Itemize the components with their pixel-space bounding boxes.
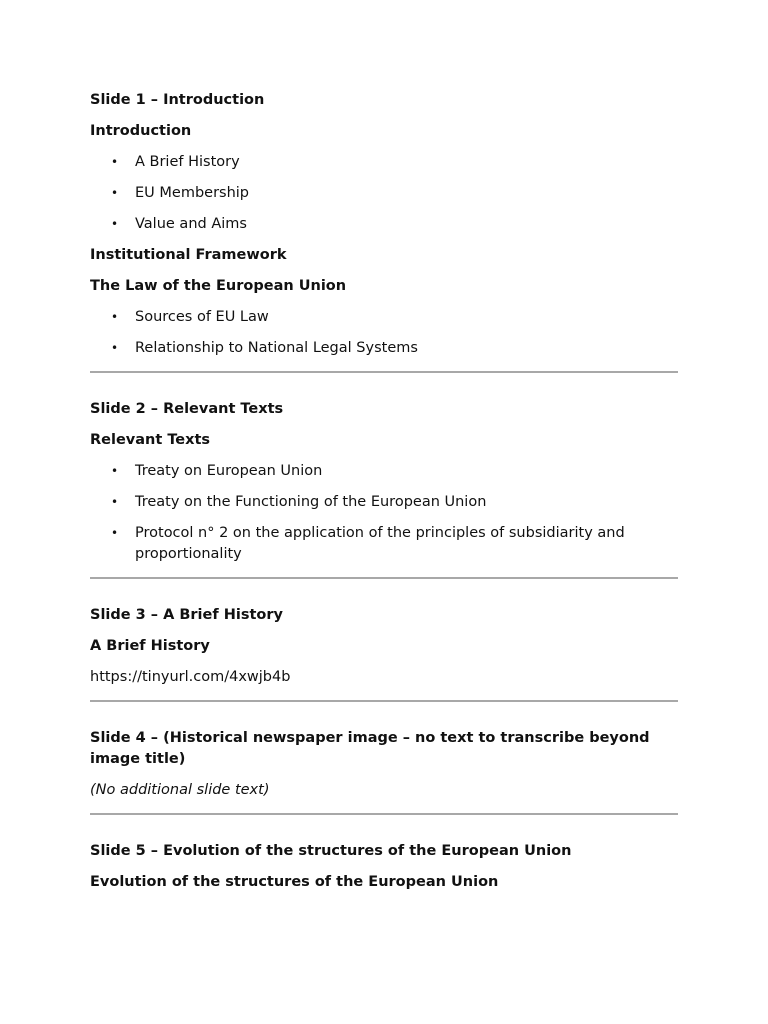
list-item-text: Treaty on the Functioning of the European Union (135, 494, 487, 510)
bullet-list (90, 152, 678, 235)
list-item (90, 523, 678, 565)
slide-5 (90, 841, 678, 893)
divider (90, 813, 678, 815)
bullet-icon: • (111, 217, 119, 231)
list-item-text: EU Membership (135, 185, 250, 201)
list-item-text: Value and Aims (135, 216, 247, 232)
section-title: The Law of the European Union (90, 278, 347, 294)
section-title: Institutional Framework (90, 247, 287, 263)
list-item-text: Treaty on European Union (135, 463, 323, 479)
bullet-icon: • (111, 526, 119, 540)
bullet-icon: • (111, 310, 119, 324)
bullet-list (90, 307, 678, 359)
section-title: Evolution of the structures of the European Union (90, 874, 499, 890)
list-item (90, 183, 678, 204)
list-item (90, 338, 678, 359)
slide-heading: Slide 4 – (Historical newspaper image – no text to transcribe beyond image title) (90, 730, 650, 767)
url-text: https://tinyurl.com/4xwjb4b (90, 669, 291, 685)
slide-2 (90, 399, 678, 579)
list-item-text: Sources of EU Law (135, 309, 269, 325)
slide-heading: Slide 2 – Relevant Texts (90, 401, 284, 417)
list-item (90, 214, 678, 235)
list-item-text: A Brief History (135, 154, 240, 170)
list-item (90, 152, 678, 173)
divider (90, 577, 678, 579)
section-title: Introduction (90, 123, 192, 139)
slide-4 (90, 728, 678, 815)
list-item (90, 461, 678, 482)
divider (90, 700, 678, 702)
bullet-icon: • (111, 186, 119, 200)
divider (90, 371, 678, 373)
section-title: Relevant Texts (90, 432, 211, 448)
list-item (90, 492, 678, 513)
bullet-icon: • (111, 464, 119, 478)
list-item (90, 307, 678, 328)
bullet-icon: • (111, 341, 119, 355)
slide-heading: Slide 3 – A Brief History (90, 607, 283, 623)
bullet-icon: • (111, 155, 119, 169)
slide-3 (90, 605, 678, 702)
list-item-text: Relationship to National Legal Systems (135, 340, 418, 356)
bullet-icon: • (111, 495, 119, 509)
list-item-text: Protocol n° 2 on the application of the principles of subsidiarity and proportionality (135, 525, 625, 562)
section-title: A Brief History (90, 638, 210, 654)
note-text: (No additional slide text) (90, 782, 270, 798)
slide-1 (90, 90, 678, 373)
bullet-list (90, 461, 678, 565)
slide-heading: Slide 1 – Introduction (90, 92, 265, 108)
slide-heading: Slide 5 – Evolution of the structures of the European Union (90, 843, 572, 859)
